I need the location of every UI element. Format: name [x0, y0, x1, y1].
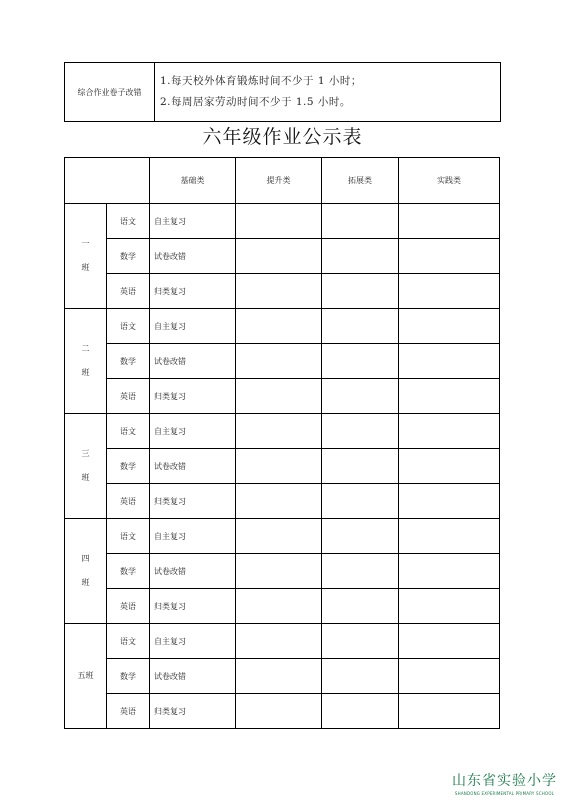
basic-homework-cell: 试卷改错 — [150, 659, 236, 694]
basic-homework-cell: 归类复习 — [150, 589, 236, 624]
class-name: 一 班 — [65, 204, 107, 309]
practice-cell — [399, 274, 500, 309]
table-row — [65, 659, 500, 694]
extension-cell — [322, 694, 399, 729]
column-header: 拓展类 — [322, 158, 399, 204]
extension-cell — [322, 624, 399, 659]
basic-homework-cell: 自主复习 — [150, 624, 236, 659]
extension-cell — [322, 414, 399, 449]
improvement-cell — [236, 484, 322, 519]
table-row — [65, 694, 500, 729]
improvement-cell — [236, 204, 322, 239]
improvement-cell — [236, 274, 322, 309]
improvement-cell — [236, 589, 322, 624]
practice-cell — [399, 624, 500, 659]
basic-homework-cell: 归类复习 — [150, 379, 236, 414]
basic-homework-cell: 归类复习 — [150, 274, 236, 309]
improvement-cell — [236, 414, 322, 449]
improvement-cell — [236, 239, 322, 274]
subject-cell: 英语 — [107, 694, 150, 729]
improvement-cell — [236, 379, 322, 414]
subject-cell: 英语 — [107, 589, 150, 624]
school-logo — [452, 770, 557, 796]
table-row — [65, 204, 500, 239]
improvement-cell — [236, 344, 322, 379]
extension-cell — [322, 519, 399, 554]
table-row — [65, 554, 500, 589]
subject-cell: 语文 — [107, 624, 150, 659]
basic-homework-cell: 归类复习 — [150, 484, 236, 519]
class-name: 五班 — [65, 624, 107, 729]
improvement-cell — [236, 554, 322, 589]
table-row — [65, 449, 500, 484]
practice-cell — [399, 694, 500, 729]
improvement-cell — [236, 309, 322, 344]
table-row — [65, 589, 500, 624]
subject-cell: 数学 — [107, 239, 150, 274]
basic-homework-cell: 自主复习 — [150, 204, 236, 239]
basic-homework-cell: 归类复习 — [150, 694, 236, 729]
subject-cell: 数学 — [107, 659, 150, 694]
table-row — [65, 274, 500, 309]
practice-cell — [399, 659, 500, 694]
basic-homework-cell: 自主复习 — [150, 309, 236, 344]
subject-cell: 英语 — [107, 274, 150, 309]
improvement-cell — [236, 624, 322, 659]
homework-table — [64, 157, 500, 729]
subject-cell: 英语 — [107, 484, 150, 519]
extension-cell — [322, 239, 399, 274]
practice-cell — [399, 204, 500, 239]
improvement-cell — [236, 519, 322, 554]
table-row — [65, 484, 500, 519]
class-name: 二 班 — [65, 309, 107, 414]
table-row — [65, 344, 500, 379]
extension-cell — [322, 449, 399, 484]
practice-cell — [399, 344, 500, 379]
practice-cell — [399, 309, 500, 344]
extension-cell — [322, 659, 399, 694]
table-row — [65, 414, 500, 449]
extension-cell — [322, 554, 399, 589]
requirement-line: 2.每周居家劳动时间不少于 1.5 小时。 — [160, 96, 351, 108]
improvement-cell — [236, 449, 322, 484]
improvement-cell — [236, 659, 322, 694]
table-row — [65, 239, 500, 274]
improvement-cell — [236, 694, 322, 729]
extension-cell — [322, 344, 399, 379]
header-row — [65, 158, 500, 204]
practice-cell — [399, 519, 500, 554]
basic-homework-cell: 自主复习 — [150, 519, 236, 554]
subject-cell: 语文 — [107, 309, 150, 344]
homework-type-label: 综合作业卷子改错 — [65, 63, 155, 122]
basic-homework-cell: 试卷改错 — [150, 344, 236, 379]
subject-cell: 语文 — [107, 519, 150, 554]
subject-cell: 英语 — [107, 379, 150, 414]
table-row — [65, 309, 500, 344]
practice-cell — [399, 589, 500, 624]
corner-cell — [65, 158, 150, 204]
class-name: 四 班 — [65, 519, 107, 624]
practice-cell — [399, 554, 500, 589]
requirement-line: 1.每天校外体育锻炼时间不少于 1 小时； — [160, 75, 362, 87]
basic-homework-cell: 自主复习 — [150, 414, 236, 449]
requirements-table — [64, 62, 501, 122]
extension-cell — [322, 589, 399, 624]
subject-cell: 数学 — [107, 449, 150, 484]
page-title: 六年级作业公示表 — [202, 126, 363, 148]
school-logo-english: SHANDONG EXPERIMENTAL PRIMARY SCHOOL — [454, 791, 555, 796]
practice-cell — [399, 484, 500, 519]
extension-cell — [322, 484, 399, 519]
table-row — [65, 624, 500, 659]
subject-cell: 语文 — [107, 204, 150, 239]
school-logo-name: 山东省实验小学 — [452, 773, 557, 789]
column-header: 实践类 — [399, 158, 500, 204]
extension-cell — [322, 274, 399, 309]
subject-cell: 数学 — [107, 554, 150, 589]
table-row — [65, 519, 500, 554]
practice-cell — [399, 449, 500, 484]
extension-cell — [322, 309, 399, 344]
basic-homework-cell: 试卷改错 — [150, 449, 236, 484]
practice-cell — [399, 239, 500, 274]
table-row — [65, 379, 500, 414]
basic-homework-cell: 试卷改错 — [150, 239, 236, 274]
extension-cell — [322, 379, 399, 414]
extension-cell — [322, 204, 399, 239]
basic-homework-cell: 试卷改错 — [150, 554, 236, 589]
column-header: 提升类 — [236, 158, 322, 204]
class-name: 三 班 — [65, 414, 107, 519]
requirements-cell — [155, 63, 501, 122]
practice-cell — [399, 379, 500, 414]
subject-cell: 数学 — [107, 344, 150, 379]
subject-cell: 语文 — [107, 414, 150, 449]
practice-cell — [399, 414, 500, 449]
column-header: 基础类 — [150, 158, 236, 204]
